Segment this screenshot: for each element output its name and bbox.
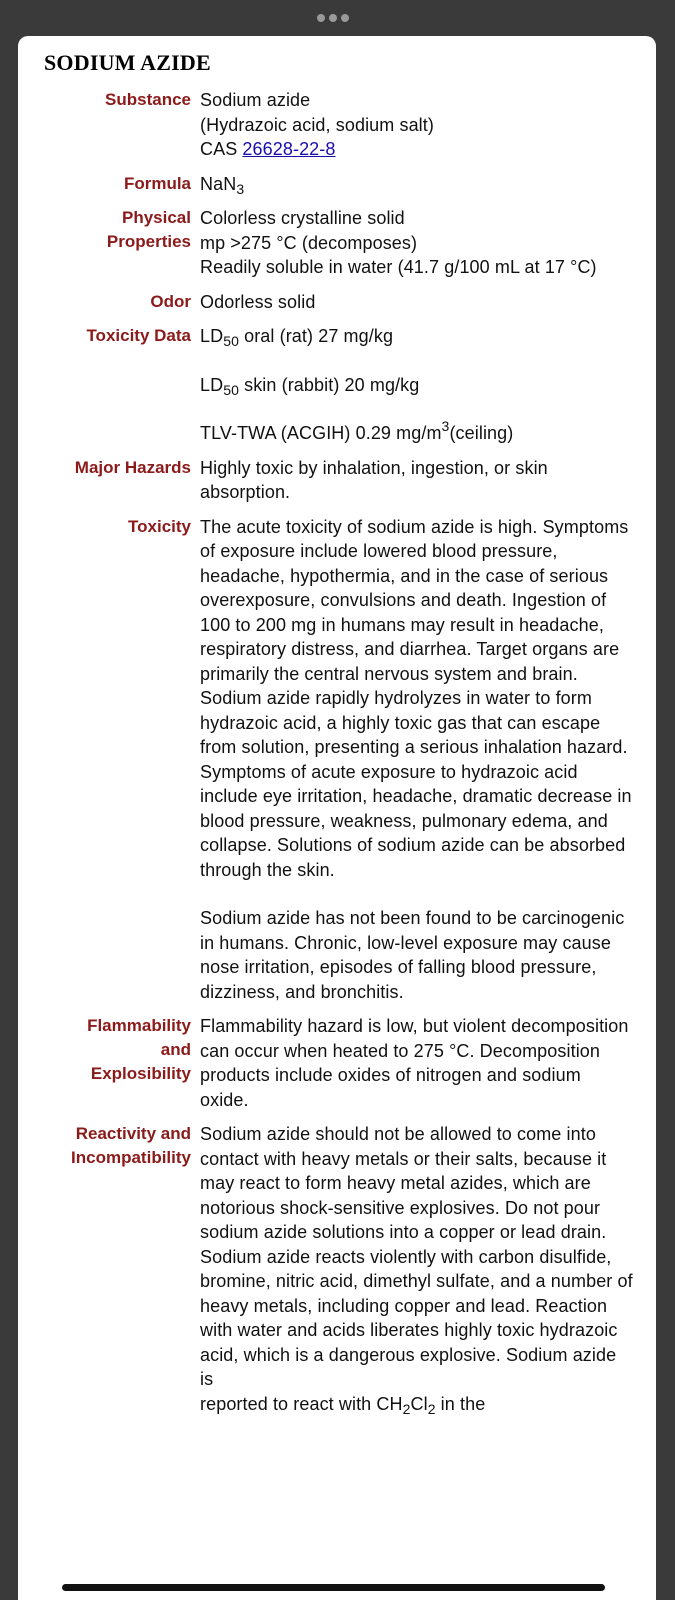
label-odor: Odor [150,291,191,311]
home-indicator[interactable] [62,1584,605,1591]
label-reactivity: Reactivity and Incompatibility [71,1124,191,1167]
physical-line-2: mp >275 °C (decomposes) [200,232,418,253]
label-toxicity-data: Toxicity Data [86,326,191,345]
row-formula [18,172,656,197]
row-toxicity-data [18,324,656,446]
ld50-oral: $LD_{50}$ oral (rat) 27 mg/kg [200,326,394,349]
document-page [18,36,656,1600]
odor-value: Odorless solid [200,291,316,312]
row-toxicity [18,515,656,1005]
major-hazards-value: Highly toxic by inhalation, ingestion, or skin absorption. [200,457,548,502]
row-reactivity [18,1122,656,1416]
ld50-skin: $LD_{50}$ skin (rabbit) 20 mg/kg [200,374,420,398]
reactivity-value: Sodium azide should not be allowed to come into contact with heavy metals or their salts, because it may react to form heavy metal azides, which are notorious shock-sensitive explosives. Do not pour sodium azide solutions into a copper or lead drain. Sodium azide reacts violently with carbon disulfide, bromine, nitric acid, dimethyl sulfate, and a number of heavy metals, including copper and lead. Reaction with water and acids liberates highly toxic hydrazoic acid, which is a dangerous explosive. Sodium azide is [200,1124,633,1389]
flammability-value: Flammability hazard is low, but violent decomposition can occur when heated to 275 °C. Decomposition products include oxides of nitrogen and sodium oxide. [200,1016,629,1110]
substance-name: Sodium azide [200,90,311,110]
row-physical-properties [18,206,656,280]
page-title: SODIUM AZIDE [44,50,211,75]
substance-synonym: (Hydrazoic acid, sodium salt) [200,114,434,135]
label-physical-properties: Physical Properties [106,208,191,251]
row-odor [18,290,656,315]
formula-value: NaN$_3$ [200,173,245,197]
row-substance [18,88,656,162]
label-substance: Substance [105,90,191,109]
cas-prefix: CAS [200,139,243,159]
physical-line-1: Colorless crystalline solid [200,208,405,228]
toxicity-paragraph-1: The acute toxicity of sodium azide is high. Symptoms of exposure include lowered blood pressure, headache, hypothermia, and in the case of serious overexposure, convulsions and death. Ingestion of 100 to 200 mg in humans may result in headache, respiratory distress, and diarrhea. Target organs are primarily the central nervous system and brain. Sodium azide rapidly hydrolyzes in water to form hydrazoic acid, a highly toxic gas that can escape from solution, presenting a serious inhalation hazard. Symptoms of acute exposure to hydrazoic acid include eye irritation, headache, dramatic decrease in blood pressure, weakness, pulmonary edema, and collapse. Solutions of sodium azide can be absorbed through the skin. [200,516,632,880]
row-flammability [18,1014,656,1112]
toxicity-paragraph-2: Sodium azide has not been found to be carcinogenic in humans. Chronic, low-level exposure may cause nose irritation, episodes of falling blood pressure, dizziness, and bronchitis. [200,908,625,1002]
physical-line-3: Readily soluble in water (41.7 g/100 mL at 17 °C) [200,257,597,277]
label-formula: Formula [123,173,191,193]
label-flammability: Flammability and Explosibility [87,1016,191,1083]
label-toxicity: Toxicity [128,516,191,536]
cas-line [200,137,634,162]
cas-number-link[interactable]: 26628-22-8 [242,139,336,159]
chemical-data-table [18,88,656,1416]
reactivity-cutoff-line: reported to react with $CH_2Cl_2$ in the [200,1393,486,1417]
more-options-icon[interactable] [317,14,349,22]
browser-top-bar [0,0,675,36]
label-major-hazards: Major Hazards [74,457,191,477]
row-major-hazards [18,456,656,505]
tlv-twa: TLV-TWA (ACGIH) 0.29 $mg/m^3(ceiling)$ [200,418,514,443]
